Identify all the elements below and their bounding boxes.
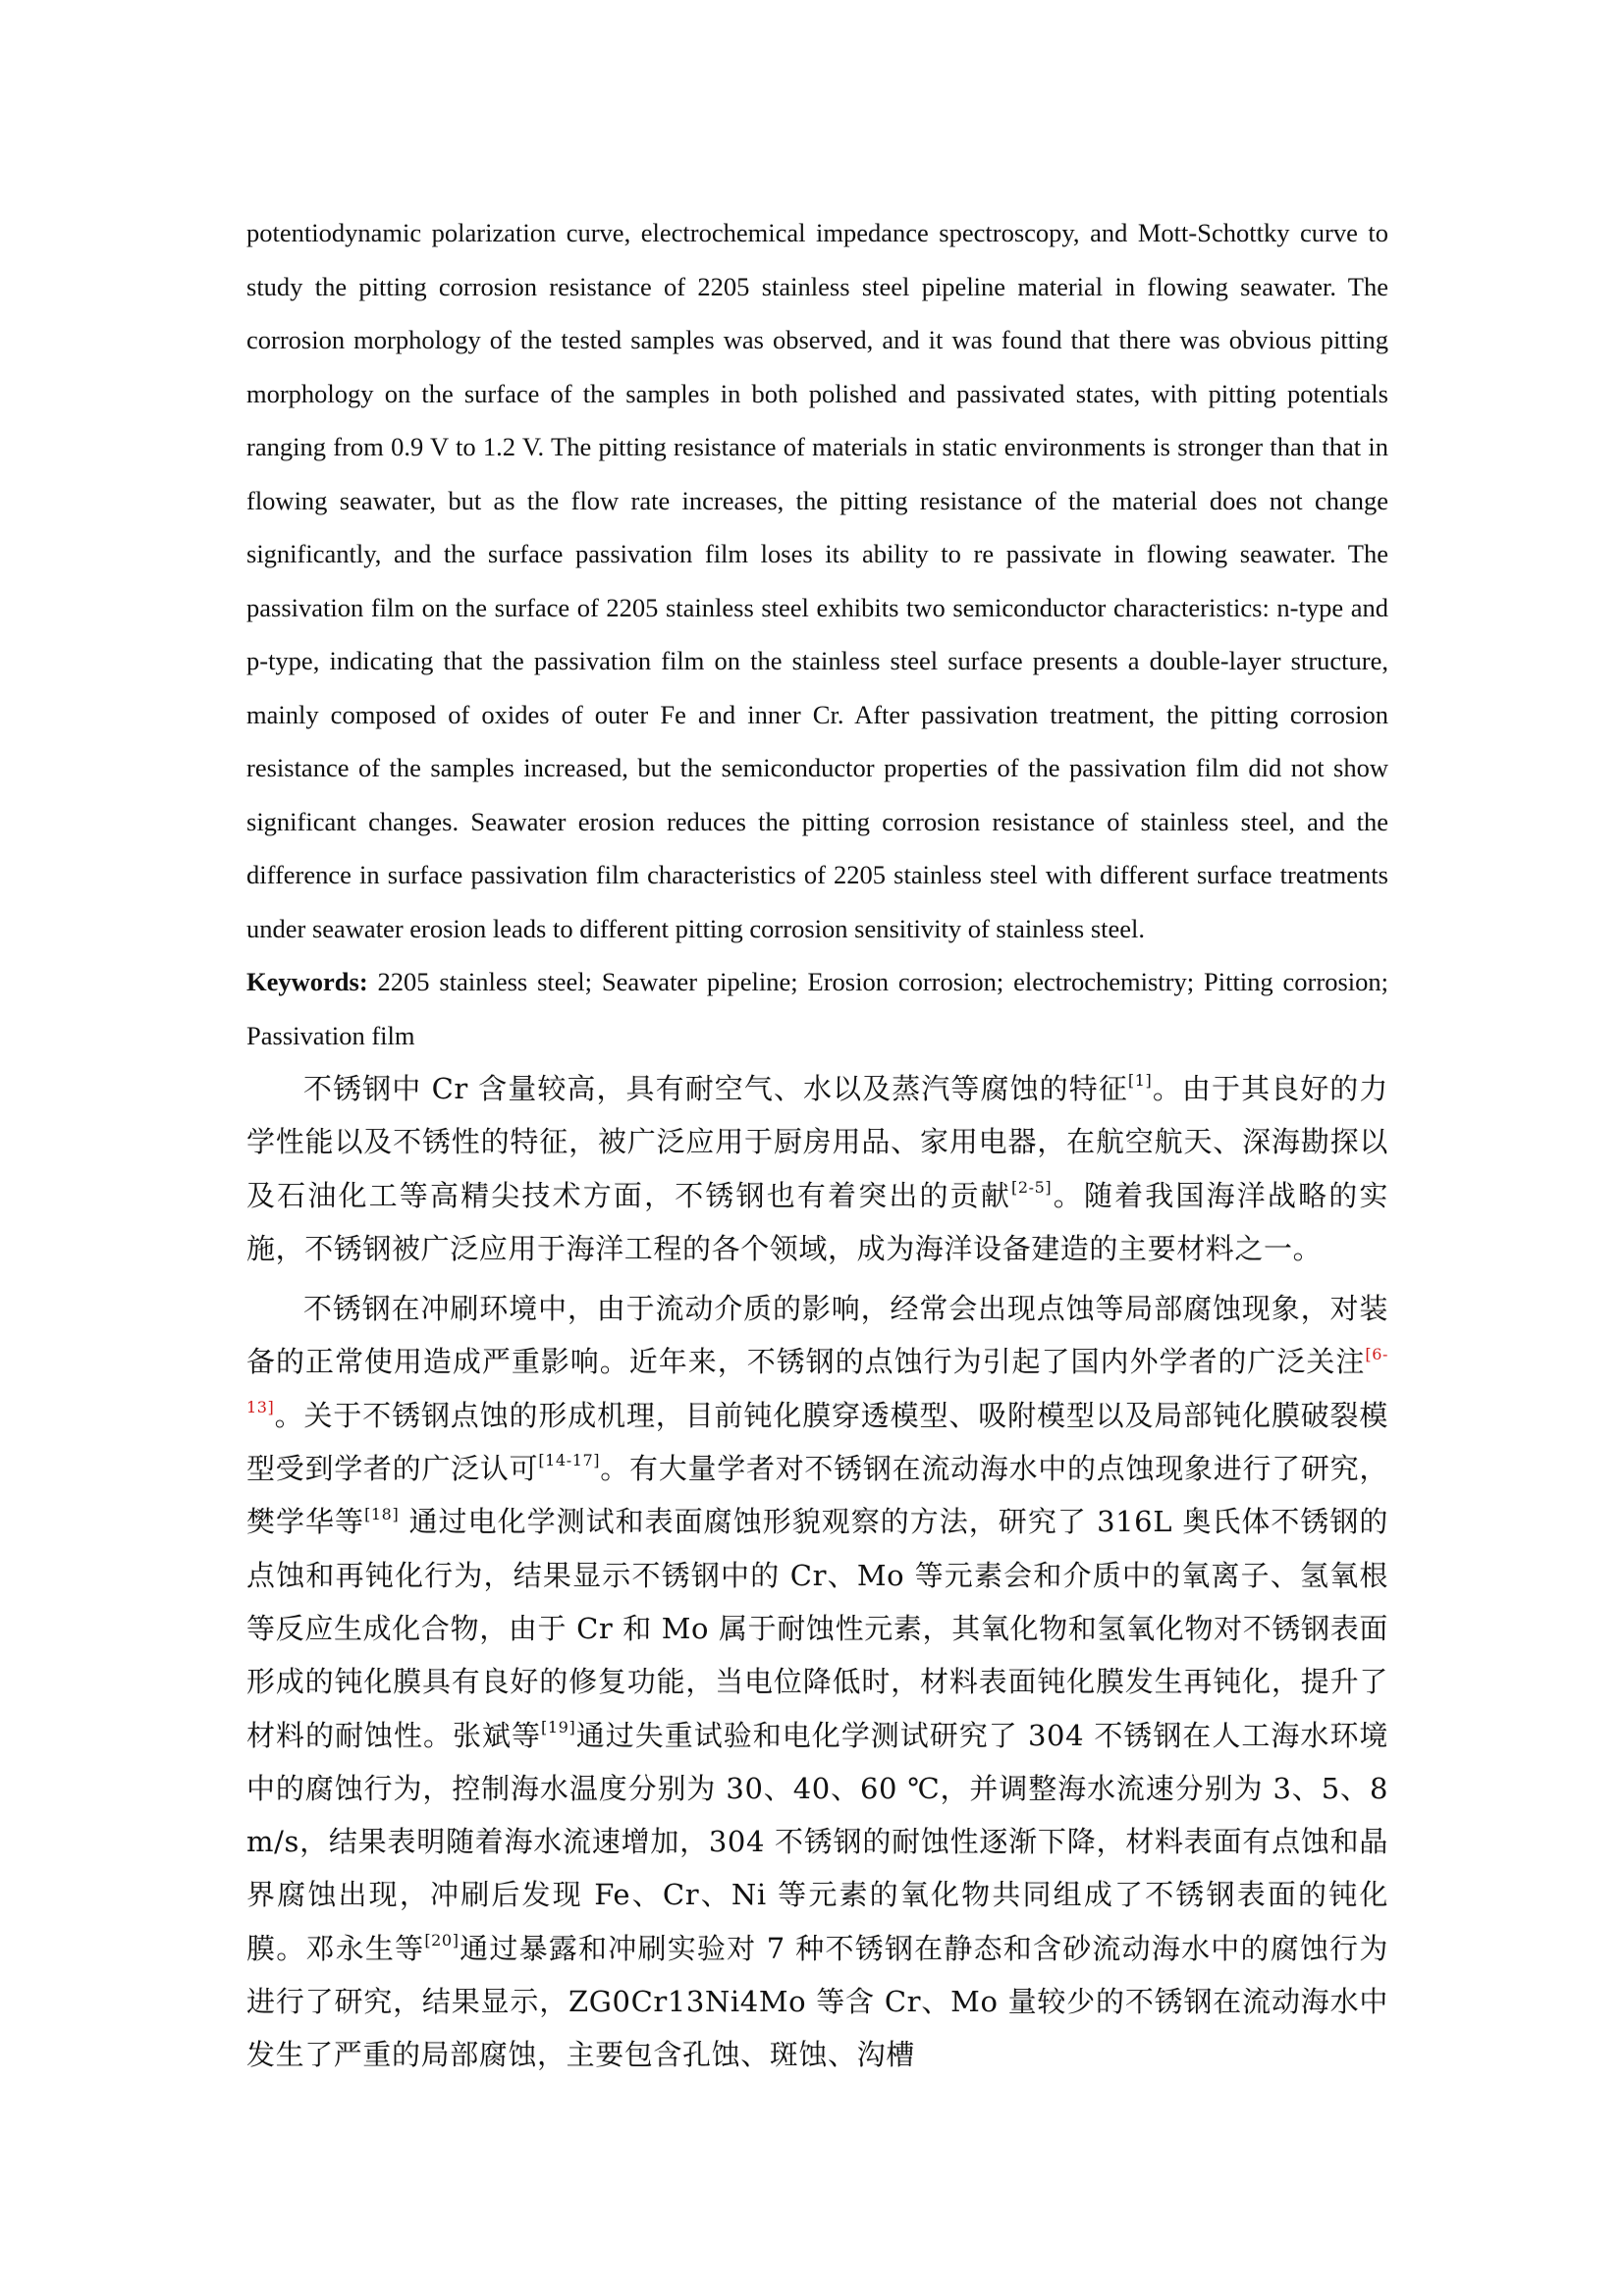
paragraph-text: 。由于其良好的力学性能以及不锈性的特征，被广泛应用于厨房用品、家用电器，在航空航天、深海勘探以及石油化工等高精尖技术方面，不锈钢也有着突出的贡献 [246,1072,1388,1212]
paragraph-text: 。随着我国海洋战略的实施，不锈钢被广泛应用于海洋工程的各个领域，成为海洋设备建造的主要材料之一。 [246,1178,1388,1265]
body-paragraph-2 [246,1282,1388,2081]
paragraph-text: 。有大量学者对不锈钢在流动海水中的点蚀现象进行了研究，樊学华等 [246,1452,1388,1539]
paragraph-text: 通过失重试验和电化学测试研究了 304 不锈钢在人工海水环境中的腐蚀行为，控制海水温度分别为 30、40、60 ℃，并调整海水流速分别为 3、5、8 m/s，结果表明随着海水流速增加，304 不锈钢的耐蚀性逐渐下降，材料表面有点蚀和晶界腐蚀出现，冲刷后发现 Fe、Cr、Ni 等元素的氧化物共同组成了不锈钢表面的钝化膜。邓永生等 [246,1718,1388,1965]
paragraph-text: 通过暴露和冲刷实验对 7 种不锈钢在静态和含砂流动海水中的腐蚀行为进行了研究，结果显示，ZG0Cr13Ni4Mo 等含 Cr、Mo 量较少的不锈钢在流动海水中发生了严重的局部腐蚀，主要包含孔蚀、斑蚀、沟槽 [246,1931,1388,2072]
paragraph-text: 不锈钢中 Cr 含量较高，具有耐空气、水以及蒸汽等腐蚀的特征 [303,1072,1128,1105]
citation-ref: [2-5] [1010,1177,1053,1197]
citation-ref: [1] [1127,1071,1153,1091]
citation-ref: [6-13] [246,1344,1388,1417]
abstract-english: potentiodynamic polarization curve, electrochemical impedance spectroscopy, and Mott-Schottky curve to study the pitting corrosion resistance of 2205 stainless steel pipeline material in flowing seawater. The corrosion morphology of the tested samples was observed, and it was found that there was obvious pitting morphology on the surface of the samples in both polished and passivated states, with pitting potentials ranging from 0.9 V to 1.2 V. The pitting resistance of materials in static environments is stronger than that in flowing seawater, but as the flow rate increases, the pitting resistance of the material does not change significantly, and the surface passivation film loses its ability to re passivate in flowing seawater. The passivation film on the surface of 2205 stainless steel exhibits two semiconductor characteristics: n-type and p-type, indicating that the passivation film on the stainless steel surface presents a double-layer structure, mainly composed of oxides of outer Fe and inner Cr. After passivation treatment, the pitting corrosion resistance of the samples increased, but the semiconductor properties of the passivation film did not show significant changes. Seawater erosion reduces the pitting corrosion resistance of stainless steel, and the difference in surface passivation film characteristics of 2205 stainless steel with different surface treatments under seawater erosion leads to different pitting corrosion sensitivity of stainless steel. [246,218,1388,943]
keywords-line [246,955,1388,1062]
body-paragraph-1 [246,1062,1388,1275]
citation-ref: [20] [424,1931,460,1950]
citation-ref: [18] [364,1504,400,1523]
paragraph-text: 不锈钢在冲刷环境中，由于流动介质的影响，经常会出现点蚀等局部腐蚀现象，对装备的正常使用造成严重影响。近年来，不锈钢的点蚀行为引起了国内外学者的广泛关注 [246,1292,1388,1379]
keywords-label: Keywords: [246,967,368,996]
citation-ref: [19] [541,1717,576,1736]
keywords-text: 2205 stainless steel; Seawater pipeline; Erosion corrosion; electrochemistry; Pitting corrosion; Passivation film [246,967,1388,1050]
paragraph-text: 通过电化学测试和表面腐蚀形貌观察的方法，研究了 316L 奥氏体不锈钢的点蚀和再钝化行为，结果显示不锈钢中的 Cr、Mo 等元素会和介质中的氧离子、氢氧根等反应生成化合物，由于 Cr 和 Mo 属于耐蚀性元素，其氧化物和氢氧化物对不锈钢表面形成的钝化膜具有良好的修复功能，当电位降低时，材料表面钝化膜发生再钝化，提升了材料的耐蚀性。张斌等 [246,1505,1389,1752]
citation-ref: [14-17] [538,1451,601,1470]
page-body [246,206,1388,2082]
paragraph-text: 。关于不锈钢点蚀的形成机理，目前钝化膜穿透模型、吸附模型以及局部钝化膜破裂模型受到学者的广泛认可 [246,1398,1388,1486]
